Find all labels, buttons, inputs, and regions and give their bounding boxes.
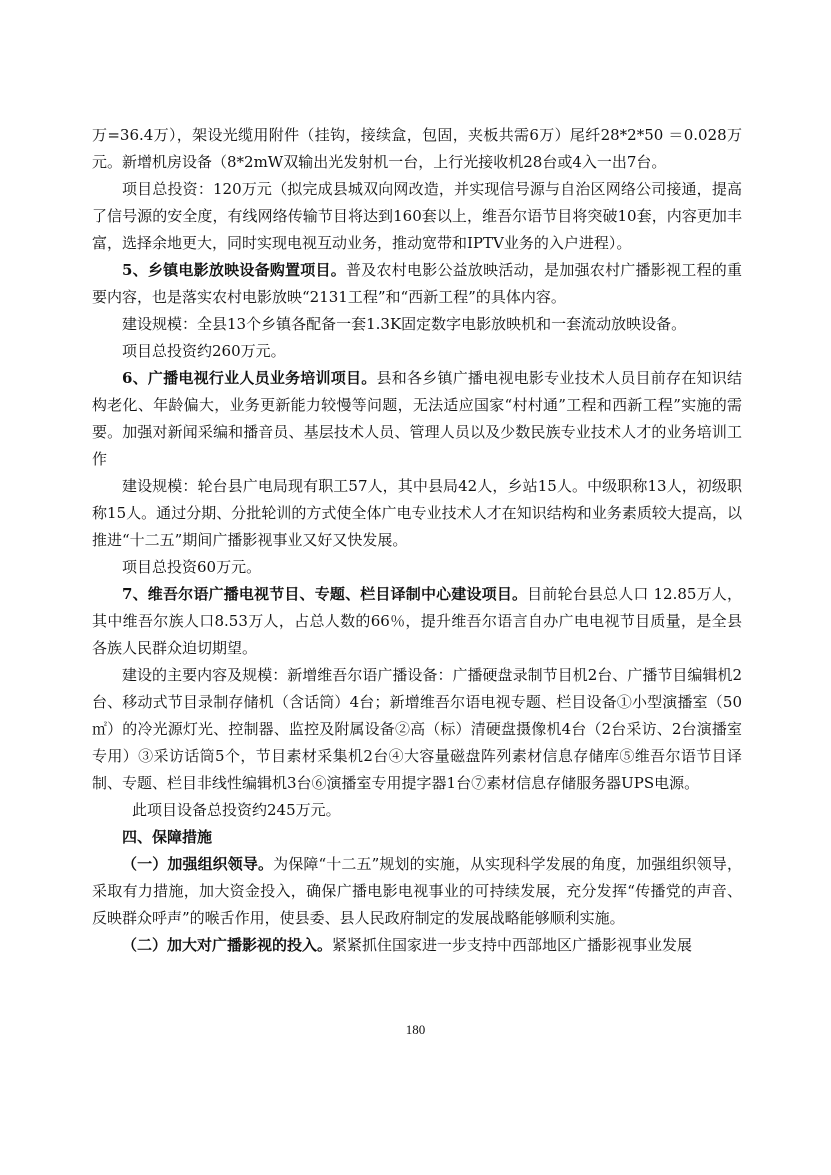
section-6-text: 县和各乡镇广播电视电影专业技术人员目前存在知识结构老化、年龄偏大，业务更新能力较慢等问题，无法适应国家“村村通”工程和西新工程”实施的需要。加强对新闻采编和播音员、基层技术人员、管理人员以及少数民族专业技术人才的业务培训工作 [92, 369, 742, 468]
section-7-content: 建设的主要内容及规模：新增维吾尔语广播设备：广播硬盘录制节目机2台、广播节目编辑机2台、移动式节目录制存储机（含话筒）4台；新增维吾尔语电视专题、栏目设备①小型演播室（50 ㎡）的冷光源灯光、控制器、监控及附属设备②高（标）清硬盘摄像机4台（2台采访、2台演播室专用）③采访话筒5个，节目素材采集机2台④大容量磁盘阵列素材信息存储库⑤维吾尔语节目译制、专题、栏目非线性编辑机3台⑥演播室专用提字器1台⑦素材信息存储服务器UPS电源。 [92, 666, 742, 792]
section-7-text: 目前轮台县总人口 12.85万人，其中维吾尔族人口8.53万人，占总人数的66％，提升维吾尔语言自办广电电视节目质量，是全县各族人民群众迫切期望。 [92, 585, 742, 657]
section-6-scale: 建设规模：轮台县广电局现有职工57人，其中县局42人，乡站15人。中级职称13人，初级职称15人。通过分期、分批轮训的方式使全体广电专业技术人才在知识结构和业务素质较大提高，以推进“十二五”期间广播影视事业又好又快发展。 [92, 477, 742, 549]
heading-safeguards: 四、保障措施 [122, 828, 213, 846]
paragraph-fiber-cost: 万=36.4万），架设光缆用附件（挂钩，接续盒，包固，夹板共需6万）尾纤28*2*50 ＝0.028万元。新增机房设备（8*2mW双输出光发射机一台，上行光接收机28台或4入一出7台。 [92, 126, 742, 171]
section-5 [92, 257, 742, 311]
measure-1 [92, 851, 742, 932]
page-number: 180 [405, 1022, 426, 1037]
section-7 [92, 581, 742, 662]
section-5-investment: 项目总投资约260万元。 [122, 342, 286, 360]
measure-1-title: （一）加强组织领导。 [122, 855, 274, 873]
section-5-text: 普及农村电影公益放映活动，是加强农村广播影视工程的重要内容，也是落实农村电影放映“2131工程”和“西新工程”的具体内容。 [92, 261, 742, 306]
measure-2-text: 紧紧抓住国家进一步支持中西部地区广播影视事业发展 [332, 936, 693, 954]
section-6-title: 6、广播电视行业人员业务培训项目。 [122, 369, 377, 387]
section-7-investment: 此项目设备总投资约245万元。 [132, 801, 341, 819]
section-6-investment: 项目总投资60万元。 [122, 558, 262, 576]
section-5-title: 5、乡镇电影放映设备购置项目。 [122, 261, 347, 279]
section-6 [92, 365, 742, 473]
paragraph-total-investment: 项目总投资：120万元（拟完成县城双向网改造，并实现信号源与自治区网络公司接通，提高了信号源的安全度，有线网络传输节目将达到160套以上，维吾尔语节目将突破10套，内容更加丰富，选择余地更大，同时实现电视互动业务，推动宽带和IPTV业务的入户进程）。 [92, 180, 742, 252]
document-body [92, 122, 742, 959]
measure-2 [92, 932, 742, 959]
section-7-title: 7、维吾尔语广播电视节目、专题、栏目译制中心建设项目。 [122, 585, 528, 603]
measure-2-title: （二）加大对广播影视的投入。 [122, 936, 333, 954]
section-5-scale: 建设规模：全县13个乡镇各配备一套1.3K固定数字电影放映机和一套流动放映设备。 [122, 315, 687, 333]
measure-1-text: 为保障“十二五”规划的实施，从实现科学发展的角度，加强组织领导，采取有力措施，加大资金投入，确保广播电影电视事业的可持续发展，充分发挥“传播党的声音、反映群众呼声”的喉舌作用，使县委、县人民政府制定的发展战略能够顺利实施。 [92, 855, 742, 927]
